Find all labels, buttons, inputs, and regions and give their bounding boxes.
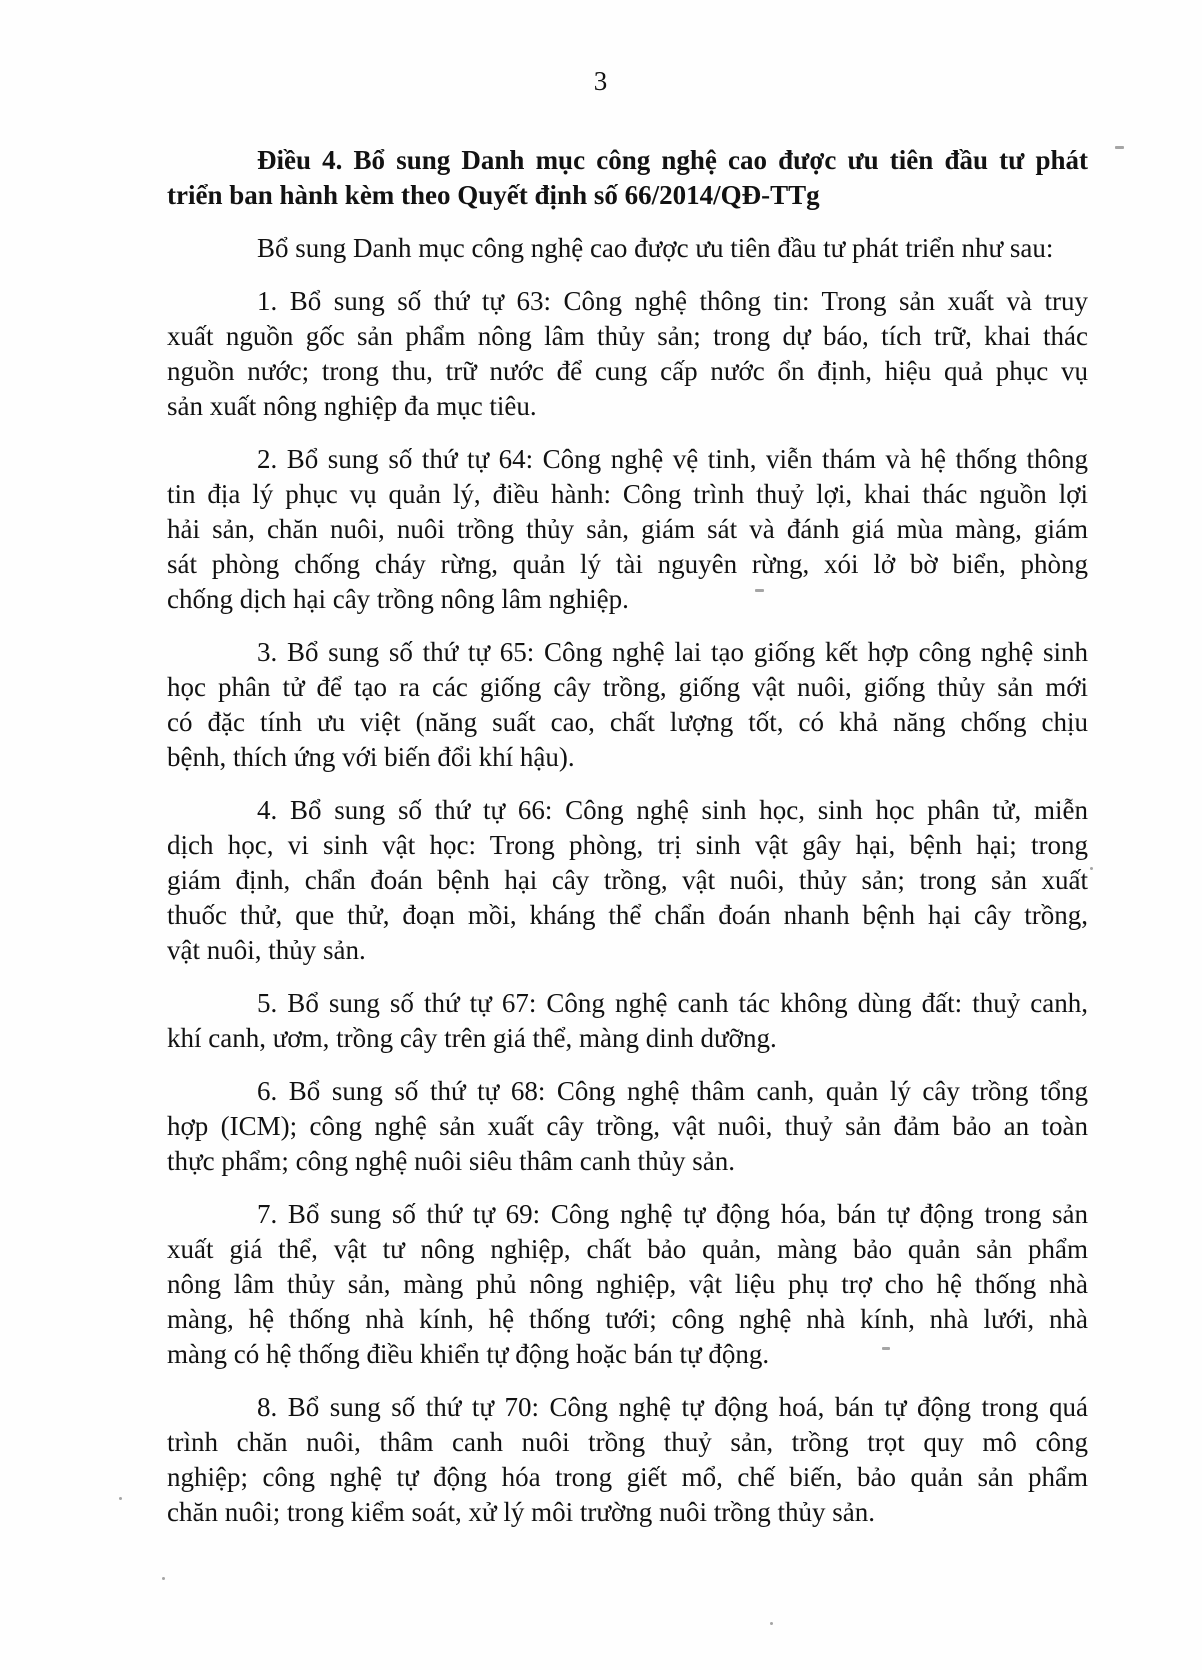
text-line: 5. Bổ sung số thứ tự 67: Công nghệ canh tác không dùng đất: thuỷ canh, xyxy=(257,988,1088,1018)
text-line: có đặc tính ưu việt (năng suất cao, chất lượng tốt, có khả năng chống chịu xyxy=(167,707,1088,737)
item-4-paragraph xyxy=(167,793,1088,968)
text-line: 6. Bổ sung số thứ tự 68: Công nghệ thâm canh, quản lý cây trồng tổng xyxy=(257,1076,1088,1106)
scan-speck xyxy=(755,589,764,592)
text-line: xuất giá thể, vật tư nông nghiệp, chất bảo quản, màng bảo quản sản phẩm xyxy=(167,1234,1088,1264)
text-line: chăn nuôi; trong kiểm soát, xử lý môi trường nuôi trồng thủy sản. xyxy=(167,1497,875,1527)
text-line: 3. Bổ sung số thứ tự 65: Công nghệ lai tạo giống kết hợp công nghệ sinh xyxy=(257,637,1088,667)
text-line: màng có hệ thống điều khiển tự động hoặc bán tự động. xyxy=(167,1339,770,1369)
text-line: 4. Bổ sung số thứ tự 66: Công nghệ sinh học, sinh học phân tử, miễn xyxy=(257,795,1088,825)
item-2-paragraph xyxy=(167,442,1088,617)
text-line: khí canh, ươm, trồng cây trên giá thể, màng dinh dưỡng. xyxy=(167,1023,777,1053)
text-line: hợp (ICM); công nghệ sản xuất cây trồng, vật nuôi, thuỷ sản đảm bảo an toàn xyxy=(167,1111,1088,1141)
scan-speck xyxy=(770,1622,773,1625)
text-line: hải sản, chăn nuôi, nuôi trồng thủy sản, giám sát và đánh giá mùa màng, giám xyxy=(167,514,1088,544)
text-line: dịch học, vi sinh vật học: Trong phòng, trị sinh vật gây hại, bệnh hại; trong xyxy=(167,830,1088,860)
item-7-paragraph xyxy=(167,1197,1088,1372)
text-line: học phân tử để tạo ra các giống cây trồng, giống vật nuôi, giống thủy sản mới xyxy=(167,672,1088,702)
text-line: 7. Bổ sung số thứ tự 69: Công nghệ tự động hóa, bán tự động trong sản xyxy=(257,1199,1088,1229)
text-line: tin địa lý phục vụ quản lý, điều hành: Công trình thuỷ lợi, khai thác nguồn lợi xyxy=(167,479,1088,509)
text-line: xuất nguồn gốc sản phẩm nông lâm thủy sản; trong dự báo, tích trữ, khai thác xyxy=(167,321,1088,351)
text-line: Điều 4. Bổ sung Danh mục công nghệ cao được ưu tiên đầu tư phát xyxy=(257,145,1088,175)
text-line: trình chăn nuôi, thâm canh nuôi trồng thuỷ sản, trồng trọt quy mô công xyxy=(167,1427,1088,1457)
item-5-paragraph xyxy=(167,986,1088,1056)
page-number: 3 xyxy=(593,66,609,96)
text-line: 8. Bổ sung số thứ tự 70: Công nghệ tự động hoá, bán tự động trong quá xyxy=(257,1392,1088,1422)
scan-speck xyxy=(1090,867,1093,870)
text-line: 2. Bổ sung số thứ tự 64: Công nghệ vệ tinh, viễn thám và hệ thống thông xyxy=(257,444,1088,474)
scan-speck xyxy=(162,1577,165,1580)
text-line: thực phẩm; công nghệ nuôi siêu thâm canh thủy sản. xyxy=(167,1146,736,1176)
text-line: vật nuôi, thủy sản. xyxy=(167,935,366,965)
text-line: màng, hệ thống nhà kính, hệ thống tưới; công nghệ nhà kính, nhà lưới, nhà xyxy=(167,1304,1088,1334)
text-line: sát phòng chống cháy rừng, quản lý tài nguyên rừng, xói lở bờ biển, phòng xyxy=(167,549,1088,579)
item-3-paragraph xyxy=(167,635,1088,775)
scan-speck xyxy=(1115,146,1124,149)
text-line: chống dịch hại cây trồng nông lâm nghiệp. xyxy=(167,584,629,614)
intro-paragraph xyxy=(167,231,1088,266)
text-line: bệnh, thích ứng với biến đổi khí hậu). xyxy=(167,742,575,772)
text-line: nguồn nước; trong thu, trữ nước để cung cấp nước ổn định, hiệu quả phục vụ xyxy=(167,356,1088,386)
item-6-paragraph xyxy=(167,1074,1088,1179)
text-line: 1. Bổ sung số thứ tự 63: Công nghệ thông tin: Trong sản xuất và truy xyxy=(257,286,1088,316)
text-line: Bổ sung Danh mục công nghệ cao được ưu tiên đầu tư phát triển như sau: xyxy=(257,233,1054,263)
article-heading xyxy=(167,143,1088,213)
scan-speck xyxy=(882,1347,890,1350)
text-line: triển ban hành kèm theo Quyết định số 66/2014/QĐ-TTg xyxy=(167,180,820,210)
text-line: thuốc thử, que thử, đoạn mồi, kháng thể chẩn đoán nhanh bệnh hại cây trồng, xyxy=(167,900,1088,930)
scan-speck xyxy=(119,1497,122,1500)
text-line: giám định, chẩn đoán bệnh hại cây trồng, vật nuôi, thủy sản; trong sản xuất xyxy=(167,865,1088,895)
item-8-paragraph xyxy=(167,1390,1088,1530)
text-line: nông lâm thủy sản, màng phủ nông nghiệp, vật liệu phụ trợ cho hệ thống nhà xyxy=(167,1269,1088,1299)
item-1-paragraph xyxy=(167,284,1088,424)
text-line: nghiệp; công nghệ tự động hóa trong giết mổ, chế biến, bảo quản sản phẩm xyxy=(167,1462,1088,1492)
text-line: sản xuất nông nghiệp đa mục tiêu. xyxy=(167,391,537,421)
document-body xyxy=(167,143,1088,1530)
